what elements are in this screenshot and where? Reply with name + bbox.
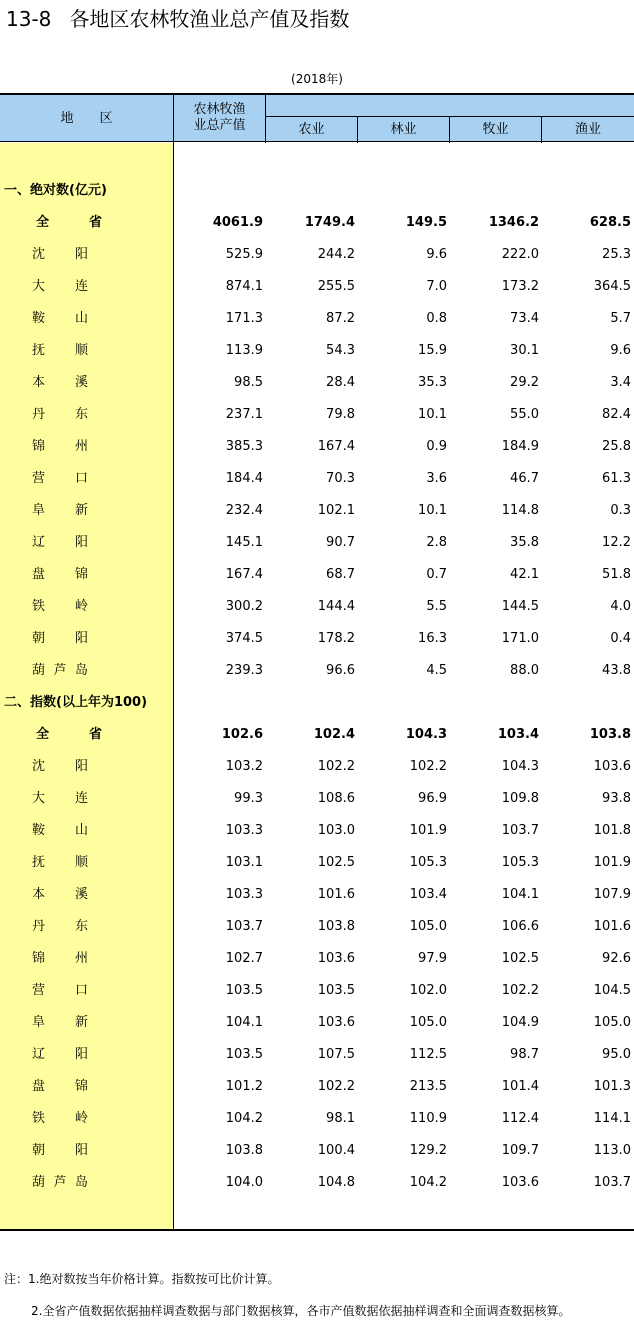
table-row-total xyxy=(0,207,634,239)
table-cell: 145.1 xyxy=(225,535,263,550)
table-cell: 10.1 xyxy=(418,503,447,518)
table-cell: 103.6 xyxy=(501,1175,539,1190)
table-cell: 101.4 xyxy=(501,1079,539,1094)
table-row xyxy=(0,783,634,815)
region-name-char: 芦 xyxy=(53,663,67,678)
table-cell: 61.3 xyxy=(602,471,631,486)
table-cell: 102.2 xyxy=(317,1079,355,1094)
table-cell: 104.5 xyxy=(593,983,631,998)
table-cell: 103.3 xyxy=(225,887,263,902)
header-agriculture: 农业 xyxy=(298,122,325,137)
region-name xyxy=(32,239,88,271)
table-cell: 173.2 xyxy=(501,279,539,294)
region-name-char: 顺 xyxy=(74,855,88,870)
table-cell: 105.0 xyxy=(409,1015,447,1030)
table-cell: 98.5 xyxy=(234,375,263,390)
region-name xyxy=(36,207,102,239)
table-cell: 46.7 xyxy=(510,471,539,486)
region-name-char: 溪 xyxy=(74,887,88,902)
table-cell: 167.4 xyxy=(225,567,263,582)
region-name-char: 东 xyxy=(74,407,88,422)
table-number: 13-8 xyxy=(6,7,52,31)
region-name-char: 鞍 xyxy=(32,311,46,326)
table-cell: 101.9 xyxy=(593,855,631,870)
region-name-char: 锦 xyxy=(32,951,46,966)
table-cell: 101.2 xyxy=(225,1079,263,1094)
header-total-line2: 业总产值 xyxy=(193,118,246,133)
region-name xyxy=(32,431,88,463)
table-cell: 101.6 xyxy=(317,887,355,902)
region-name xyxy=(32,1039,88,1071)
table-cell: 0.8 xyxy=(426,311,447,326)
region-name-char: 口 xyxy=(74,471,88,486)
table-cell: 104.9 xyxy=(501,1015,539,1030)
region-name-char: 岭 xyxy=(74,1111,88,1126)
table-row xyxy=(0,879,634,911)
region-name-char: 辽 xyxy=(32,1047,46,1062)
table-row-total xyxy=(0,719,634,751)
table-cell: 102.2 xyxy=(317,759,355,774)
region-name-char: 营 xyxy=(32,983,46,998)
region-name xyxy=(32,1167,88,1199)
region-name-char: 州 xyxy=(74,439,88,454)
table-cell: 109.7 xyxy=(501,1143,539,1158)
region-name-char: 东 xyxy=(74,919,88,934)
table-cell: 73.4 xyxy=(510,311,539,326)
table-row xyxy=(0,399,634,431)
table-cell: 101.6 xyxy=(593,919,631,934)
table-row xyxy=(0,271,634,303)
table-cell: 25.3 xyxy=(602,247,631,262)
region-name xyxy=(32,655,88,687)
region-name-char: 山 xyxy=(74,311,88,326)
region-name-char: 铁 xyxy=(32,599,46,614)
region-name-char: 沈 xyxy=(32,247,46,262)
section-heading: 二、指数(以上年为100) xyxy=(4,695,148,710)
table-cell: 98.7 xyxy=(510,1047,539,1062)
table-cell: 114.8 xyxy=(501,503,539,518)
table-cell: 100.4 xyxy=(317,1143,355,1158)
table-cell: 104.1 xyxy=(225,1015,263,1030)
table-row xyxy=(0,559,634,591)
table-cell: 171.3 xyxy=(225,311,263,326)
table-cell: 102.5 xyxy=(317,855,355,870)
table-cell: 96.9 xyxy=(418,791,447,806)
table-cell: 0.9 xyxy=(426,439,447,454)
region-name-char: 连 xyxy=(74,791,88,806)
table-cell: 79.8 xyxy=(326,407,355,422)
table-row xyxy=(0,335,634,367)
table-cell: 43.8 xyxy=(602,663,631,678)
table-cell: 103.1 xyxy=(225,855,263,870)
table-cell: 103.8 xyxy=(317,919,355,934)
table-cell: 106.6 xyxy=(501,919,539,934)
table-cell: 96.6 xyxy=(326,663,355,678)
table-cell: 103.8 xyxy=(225,1143,263,1158)
header-total-line1: 农林牧渔 xyxy=(193,102,246,117)
region-name-char: 朝 xyxy=(32,631,46,646)
region-name-char: 抚 xyxy=(32,343,46,358)
table-cell: 1749.4 xyxy=(304,215,355,230)
region-name-char: 本 xyxy=(32,375,46,390)
table-cell: 110.9 xyxy=(409,1111,447,1126)
region-name xyxy=(32,303,88,335)
year-note: (2018年) xyxy=(291,72,343,86)
region-name-char: 本 xyxy=(32,887,46,902)
table-cell: 90.7 xyxy=(326,535,355,550)
table-cell: 105.3 xyxy=(501,855,539,870)
region-name xyxy=(32,879,88,911)
region-name xyxy=(36,719,102,751)
table-cell: 104.8 xyxy=(317,1175,355,1190)
region-name-char: 连 xyxy=(74,279,88,294)
table-cell: 112.4 xyxy=(501,1111,539,1126)
table-cell: 874.1 xyxy=(225,279,263,294)
table-cell: 144.4 xyxy=(317,599,355,614)
table-cell: 105.0 xyxy=(593,1015,631,1030)
table-cell: 102.6 xyxy=(221,727,263,742)
table-cell: 103.8 xyxy=(589,727,631,742)
table-cell: 104.2 xyxy=(225,1111,263,1126)
table-cell: 5.7 xyxy=(610,311,631,326)
region-name-char: 全 xyxy=(36,215,50,230)
region-name-char: 阳 xyxy=(74,1143,88,1158)
table-row xyxy=(0,1039,634,1071)
region-name-char: 鞍 xyxy=(32,823,46,838)
table-row xyxy=(0,1103,634,1135)
table-cell: 104.1 xyxy=(501,887,539,902)
table-cell: 4.5 xyxy=(426,663,447,678)
region-name-char: 口 xyxy=(74,983,88,998)
table-cell: 103.6 xyxy=(593,759,631,774)
table-cell: 101.9 xyxy=(409,823,447,838)
table-cell: 107.5 xyxy=(317,1047,355,1062)
table-row xyxy=(0,1135,634,1167)
header-forestry: 林业 xyxy=(390,122,417,137)
table-cell: 4061.9 xyxy=(212,215,263,230)
region-name-char: 岭 xyxy=(74,599,88,614)
table-cell: 232.4 xyxy=(225,503,263,518)
region-name-char: 大 xyxy=(32,279,46,294)
region-name-char: 山 xyxy=(74,823,88,838)
table-cell: 3.6 xyxy=(426,471,447,486)
table-cell: 0.7 xyxy=(426,567,447,582)
table-cell: 105.0 xyxy=(409,919,447,934)
region-name-char: 阳 xyxy=(74,1047,88,1062)
region-name-char: 州 xyxy=(74,951,88,966)
table-cell: 105.3 xyxy=(409,855,447,870)
region-name xyxy=(32,623,88,655)
table-row xyxy=(0,1007,634,1039)
table-cell: 4.0 xyxy=(610,599,631,614)
region-name xyxy=(32,975,88,1007)
table-cell: 68.7 xyxy=(326,567,355,582)
table-cell: 109.8 xyxy=(501,791,539,806)
table-row xyxy=(0,815,634,847)
table-cell: 178.2 xyxy=(317,631,355,646)
table-row xyxy=(0,943,634,975)
table-cell: 3.4 xyxy=(610,375,631,390)
table-row xyxy=(0,911,634,943)
table-cell: 104.3 xyxy=(501,759,539,774)
table-cell: 103.0 xyxy=(317,823,355,838)
table-cell: 113.0 xyxy=(593,1143,631,1158)
table-cell: 104.2 xyxy=(409,1175,447,1190)
table-cell: 113.9 xyxy=(225,343,263,358)
table-cell: 103.3 xyxy=(225,823,263,838)
table-cell: 255.5 xyxy=(317,279,355,294)
table-cell: 374.5 xyxy=(225,631,263,646)
table-cell: 16.3 xyxy=(418,631,447,646)
table-cell: 5.5 xyxy=(426,599,447,614)
region-name xyxy=(32,463,88,495)
region-name xyxy=(32,847,88,879)
note-2: 2.全省产值数据依据抽样调查数据与部门数据核算，各市产值数据依据抽样调查和全面调查数据核算。 xyxy=(31,1304,571,1318)
table-cell: 129.2 xyxy=(409,1143,447,1158)
region-name xyxy=(32,495,88,527)
table-row xyxy=(0,239,634,271)
region-name-char: 新 xyxy=(74,1015,88,1030)
region-name xyxy=(32,1007,88,1039)
table-cell: 55.0 xyxy=(510,407,539,422)
table-cell: 97.9 xyxy=(418,951,447,966)
region-name-char: 丹 xyxy=(32,919,46,934)
table-cell: 364.5 xyxy=(593,279,631,294)
table-row xyxy=(0,847,634,879)
table-cell: 82.4 xyxy=(602,407,631,422)
table-row xyxy=(0,431,634,463)
region-name-char: 溪 xyxy=(74,375,88,390)
table-row xyxy=(0,975,634,1007)
table-cell: 103.6 xyxy=(317,1015,355,1030)
region-name-char: 锦 xyxy=(74,567,88,582)
table-cell: 184.9 xyxy=(501,439,539,454)
table-row xyxy=(0,1167,634,1199)
table-cell: 42.1 xyxy=(510,567,539,582)
table-cell: 30.1 xyxy=(510,343,539,358)
region-name-char: 顺 xyxy=(74,343,88,358)
table-cell: 108.6 xyxy=(317,791,355,806)
table-cell: 54.3 xyxy=(326,343,355,358)
table-cell: 12.2 xyxy=(602,535,631,550)
region-name-char: 省 xyxy=(88,727,102,742)
note-1: 注：1.绝对数按当年价格计算。指数按可比价计算。 xyxy=(4,1272,280,1286)
table-cell: 101.8 xyxy=(593,823,631,838)
table-cell: 112.5 xyxy=(409,1047,447,1062)
region-name xyxy=(32,1071,88,1103)
region-name xyxy=(32,527,88,559)
region-name-char: 新 xyxy=(74,503,88,518)
table-cell: 93.8 xyxy=(602,791,631,806)
table-cell: 213.5 xyxy=(409,1079,447,1094)
table-cell: 300.2 xyxy=(225,599,263,614)
table-cell: 102.2 xyxy=(501,983,539,998)
table-cell: 7.0 xyxy=(426,279,447,294)
region-name-char: 省 xyxy=(88,215,102,230)
table-cell: 103.2 xyxy=(225,759,263,774)
region-name xyxy=(32,911,88,943)
table-cell: 102.4 xyxy=(313,727,355,742)
section-heading: 一、绝对数(亿元) xyxy=(4,183,107,198)
table-cell: 9.6 xyxy=(610,343,631,358)
table-cell: 15.9 xyxy=(418,343,447,358)
table-cell: 51.8 xyxy=(602,567,631,582)
table-cell: 103.5 xyxy=(225,983,263,998)
table-cell: 385.3 xyxy=(225,439,263,454)
table-cell: 103.5 xyxy=(225,1047,263,1062)
region-name-char: 盘 xyxy=(32,1079,46,1094)
table-cell: 10.1 xyxy=(418,407,447,422)
table-cell: 222.0 xyxy=(501,247,539,262)
table-cell: 239.3 xyxy=(225,663,263,678)
table-cell: 103.7 xyxy=(593,1175,631,1190)
table-cell: 103.4 xyxy=(497,727,539,742)
region-name-char: 全 xyxy=(36,727,50,742)
table-cell: 101.3 xyxy=(593,1079,631,1094)
table-cell: 2.8 xyxy=(426,535,447,550)
table-cell: 237.1 xyxy=(225,407,263,422)
table-cell: 102.7 xyxy=(225,951,263,966)
header-fishery: 渔业 xyxy=(574,122,601,137)
region-name-char: 芦 xyxy=(53,1175,67,1190)
region-name-char: 阳 xyxy=(74,759,88,774)
table-cell: 525.9 xyxy=(225,247,263,262)
table-cell: 102.1 xyxy=(317,503,355,518)
table-cell: 244.2 xyxy=(317,247,355,262)
region-name-char: 辽 xyxy=(32,535,46,550)
region-name-char: 阳 xyxy=(74,631,88,646)
table-row xyxy=(0,1071,634,1103)
region-name-char: 阳 xyxy=(74,247,88,262)
table-cell: 103.4 xyxy=(409,887,447,902)
table-cell: 1346.2 xyxy=(488,215,539,230)
region-name-char: 阜 xyxy=(32,1015,46,1030)
region-name-char: 沈 xyxy=(32,759,46,774)
region-name xyxy=(32,1135,88,1167)
table-cell: 104.3 xyxy=(405,727,447,742)
table-cell: 35.3 xyxy=(418,375,447,390)
table-row xyxy=(0,303,634,335)
table-row xyxy=(0,367,634,399)
table-row xyxy=(0,527,634,559)
region-name-char: 阜 xyxy=(32,503,46,518)
header-animal-husbandry: 牧业 xyxy=(482,122,509,137)
table-cell: 88.0 xyxy=(510,663,539,678)
region-name xyxy=(32,559,88,591)
table-row xyxy=(0,623,634,655)
table-cell: 92.6 xyxy=(602,951,631,966)
table-row xyxy=(0,591,634,623)
table-cell: 28.4 xyxy=(326,375,355,390)
table-cell: 103.7 xyxy=(501,823,539,838)
table-cell: 0.3 xyxy=(610,503,631,518)
region-name-char: 岛 xyxy=(74,663,88,678)
bottom-rule xyxy=(0,1229,634,1231)
table-cell: 87.2 xyxy=(326,311,355,326)
region-name-char: 锦 xyxy=(32,439,46,454)
region-name-char: 大 xyxy=(32,791,46,806)
table-cell: 9.6 xyxy=(426,247,447,262)
table-cell: 107.9 xyxy=(593,887,631,902)
region-name xyxy=(32,399,88,431)
table-cell: 102.0 xyxy=(409,983,447,998)
table-cell: 149.5 xyxy=(405,215,447,230)
table-cell: 628.5 xyxy=(589,215,631,230)
table-cell: 171.0 xyxy=(501,631,539,646)
region-name xyxy=(32,815,88,847)
region-name-char: 岛 xyxy=(74,1175,88,1190)
table-row xyxy=(0,495,634,527)
region-name-char: 葫 xyxy=(32,1175,46,1190)
table-cell: 184.4 xyxy=(225,471,263,486)
table-cell: 103.6 xyxy=(317,951,355,966)
region-name-char: 营 xyxy=(32,471,46,486)
table-cell: 144.5 xyxy=(501,599,539,614)
table-cell: 0.4 xyxy=(610,631,631,646)
table-row xyxy=(0,655,634,687)
region-name-char: 葫 xyxy=(32,663,46,678)
table-cell: 102.2 xyxy=(409,759,447,774)
region-name xyxy=(32,271,88,303)
region-name xyxy=(32,335,88,367)
header-region: 地 区 xyxy=(60,111,113,126)
region-name xyxy=(32,591,88,623)
table-cell: 103.7 xyxy=(225,919,263,934)
region-name xyxy=(32,367,88,399)
table-title xyxy=(6,4,349,34)
region-name-char: 阳 xyxy=(74,535,88,550)
region-name xyxy=(32,1103,88,1135)
table-cell: 25.8 xyxy=(602,439,631,454)
table-cell: 103.5 xyxy=(317,983,355,998)
table-cell: 70.3 xyxy=(326,471,355,486)
table-cell: 29.2 xyxy=(510,375,539,390)
region-name xyxy=(32,783,88,815)
region-name-char: 丹 xyxy=(32,407,46,422)
region-name-char: 朝 xyxy=(32,1143,46,1158)
table-row xyxy=(0,751,634,783)
region-name xyxy=(32,943,88,975)
table-cell: 95.0 xyxy=(602,1047,631,1062)
table-cell: 104.0 xyxy=(225,1175,263,1190)
table-cell: 99.3 xyxy=(234,791,263,806)
table-title-text: 各地区农林牧渔业总产值及指数 xyxy=(69,7,350,31)
region-name-char: 锦 xyxy=(74,1079,88,1094)
table-cell: 102.5 xyxy=(501,951,539,966)
table-cell: 114.1 xyxy=(593,1111,631,1126)
table-cell: 167.4 xyxy=(317,439,355,454)
region-name xyxy=(32,751,88,783)
region-name-char: 盘 xyxy=(32,567,46,582)
region-name-char: 铁 xyxy=(32,1111,46,1126)
region-name-char: 抚 xyxy=(32,855,46,870)
table-cell: 35.8 xyxy=(510,535,539,550)
table-row xyxy=(0,463,634,495)
table-cell: 98.1 xyxy=(326,1111,355,1126)
